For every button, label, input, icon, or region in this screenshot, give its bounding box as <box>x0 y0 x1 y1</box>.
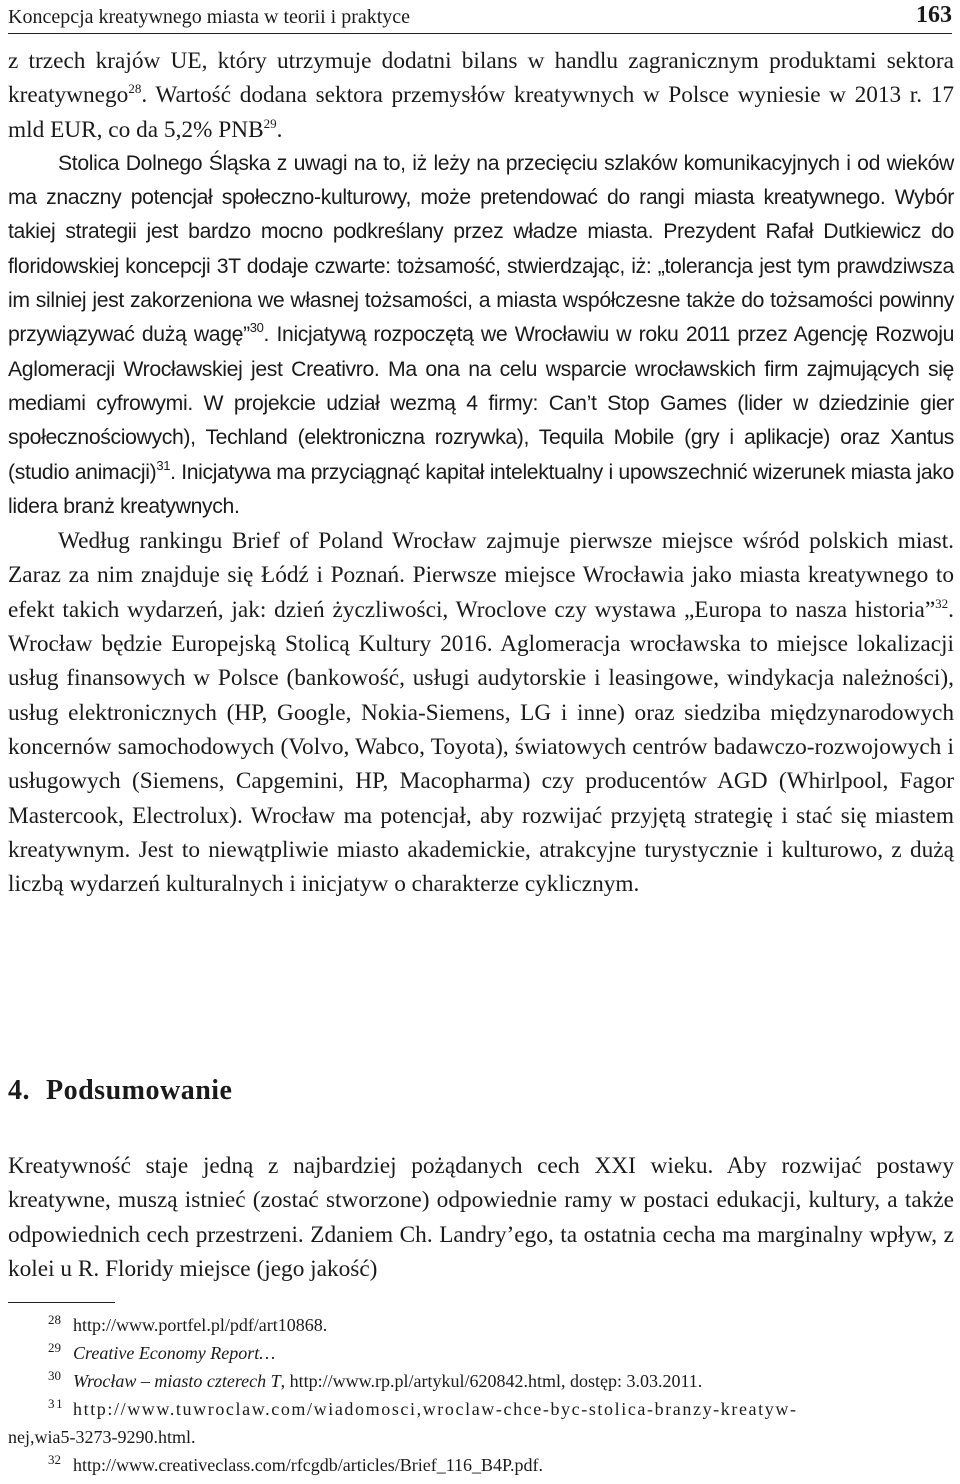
footnote-number: 31 <box>48 1396 65 1411</box>
footnote-link[interactable]: http://www.creativeclass.com/rfcgdb/articles/Brief_116_B4P.pdf. <box>73 1455 544 1475</box>
paragraph-text: . Wrocław będzie Europejską Stolicą Kultury 2016. Aglomeracja wrocławska to miejsce lokalizacji usług finansowych w Polsce (bankowość, usługi audytorskie i leasingowe, windykacja należności), usług elektronicznych (HP, Google, Nokia-Siemens, LG i inne) oraz siedziba międzynarodowych koncernów samochodowych (Volvo, Wabco, Toyota), światowych centrów badawczo-rozwojowych i usługowych (Siemens, Capgemini, HP, Macopharma) czy producentów AGD (Whirlpool, Fagor Mastercook, Electrolux). Wrocław ma potencjał, aby rozwijać przyjętą strategię i stać się miastem kreatywnym. Jest to niewątpliwie miasto akademickie, atrakcyjne turystycznie i kulturowo, z dużą liczbą wydarzeń kulturalnych i inicjatyw o charakterze cyklicznym. <box>8 596 954 898</box>
footnote-link[interactable]: http://www.portfel.pl/pdf/art10868. <box>73 1315 328 1335</box>
footnote-28 <box>8 1311 954 1339</box>
section-number: 4. <box>8 1075 30 1106</box>
summary-text <box>8 1149 954 1286</box>
footnote-ref: 32 <box>935 595 949 611</box>
footnote-ref: 31 <box>156 457 171 473</box>
paragraph-text: Według rankingu Brief of Poland Wrocław zajmuje pierwsze miejsce wśród polskich miast. Zaraz za nim znajduje się Łódź i Poznań. Pierwsze miejsce Wrocławia jako miasta kreatywnego to efekt takich wydarzeń, jak: dzień życzliwości, Wroclove czy wystawa „Europa to nasza historia” <box>8 528 954 623</box>
paragraph-text: . Inicjatywą rozpoczętą we Wrocławiu w roku 2011 przez Agencję Rozwoju Aglomeracji Wrocławskiej jest Creativro. Ma ona na celu wsparcie wrocławskich firm zajmujących się mediami cyfrowymi. W projekcie udział wezmą 4 firmy: Can’t Stop Games (lider w dziedzinie gier społecznościowych), Techland (elektroniczna rozrywka), Tequila Mobile (gry i aplikacje) oraz Xantus (studio animacji) <box>8 323 954 484</box>
footnote-31 <box>8 1395 954 1423</box>
section-title: Podsumowanie <box>46 1075 233 1106</box>
footnote-link[interactable]: , http://www.rp.pl/artykul/620842.html, dostęp: 3.03.2011. <box>280 1371 703 1391</box>
paragraph-text: z trzech krajów UE, który utrzymuje dodatni bilans w handlu zagranicznym produktami sektora kreatywnego <box>8 48 954 109</box>
footnote-29 <box>8 1339 954 1367</box>
section-heading <box>8 1075 232 1107</box>
running-title: Koncepcja kreatywnego miasta w teorii i praktyce <box>8 6 411 28</box>
footnote-number: 29 <box>48 1340 61 1355</box>
footnote-link[interactable]: nej,wia5-3273-9290.html. <box>8 1427 196 1447</box>
footnote-32 <box>8 1451 954 1479</box>
footnote-number: 30 <box>48 1368 61 1383</box>
paragraph-text: . <box>276 116 283 143</box>
paragraph-text: . Wartość dodana sektora przemysłów kreatywnych w Polsce wyniesie w 2013 r. 17 mld EUR, co da 5,2% PNB <box>8 82 954 143</box>
body-text <box>8 44 954 901</box>
footnote-ref: 29 <box>263 115 277 131</box>
footnote-ref: 28 <box>128 81 142 97</box>
footnote-30 <box>8 1367 954 1395</box>
paragraph-2 <box>8 147 954 524</box>
paragraph-text: . Inicjatywa ma przyciągnąć kapitał intelektualny i upowszechnić wizerunek miasta jako lidera branż kreatywnych. <box>8 460 954 518</box>
footnotes <box>8 1311 954 1479</box>
footnote-number: 32 <box>48 1452 61 1467</box>
summary-paragraph: Kreatywność staje jedną z najbardziej pożądanych cech XXI wieku. Aby rozwijać postawy kreatywne, muszą istnieć (zostać stworzone) odpowiednie ramy w postaci edukacji, kultury, a także odpowiednich cech przestrzeni. Zdaniem Ch. Landry’ego, ta ostatnia cecha ma marginalny wpływ, z kolei u R. Floridy miejsce (jego jakość) <box>8 1153 954 1282</box>
footnote-number: 28 <box>48 1312 61 1327</box>
footnote-divider <box>8 1302 115 1303</box>
paragraph-1 <box>8 44 954 147</box>
page-number: 163 <box>916 2 952 28</box>
footnote-text: Creative Economy Report… <box>73 1343 276 1363</box>
paragraph-3 <box>8 524 954 901</box>
running-header <box>8 0 952 34</box>
footnote-ref: 30 <box>249 320 264 336</box>
paragraph-text: Stolica Dolnego Śląska z uwagi na to, iż leży na przecięciu szlaków komunikacyjnych i od wieków ma znaczny potencjał społeczno-kulturowy, może pretendować do rangi miasta kreatywnego. Wybór takiej strategii jest bardzo mocno podkreślany przez władze miasta. Prezydent Rafał Dutkiewicz do floridowskiej koncepcji 3T dodaje czwarte: tożsamość, stwierdzając, iż: „tolerancja jest tym prawdziwsza im silniej jest zakorzeniona we własnej tożsamości, a miasta współczesne także do tożsamości powinny przywiązywać dużą wagę” <box>8 151 954 347</box>
footnote-text: Wrocław – miasto czterech T <box>73 1371 281 1391</box>
footnote-31-continued <box>8 1423 954 1451</box>
footnote-link[interactable]: http://www.tuwroclaw.com/wiadomosci,wroclaw-chce-byc-stolica-branzy-kreatyw- <box>73 1399 798 1419</box>
